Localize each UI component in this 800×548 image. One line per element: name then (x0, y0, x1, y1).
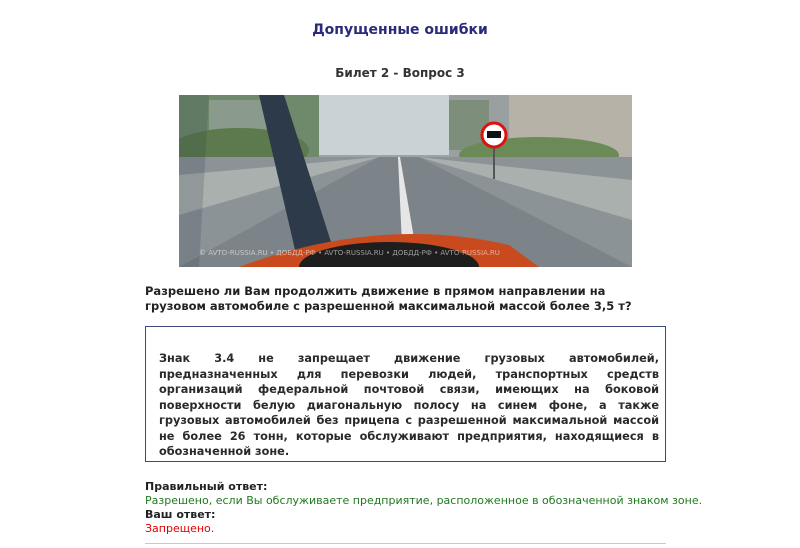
user-answer-value: Запрещено. (145, 522, 215, 535)
explanation-box (145, 326, 666, 462)
correct-answer-value: Разрешено, если Вы обслуживаете предприятие, расположенное в обозначенной знаком зоне. (145, 494, 703, 507)
question-text: Разрешено ли Вам продолжить движение в прямом направлении на грузовом автомобиле с разрешенной максимальной массой более 3,5 т? (145, 284, 632, 313)
image-watermark: © AVTO-RUSSIA.RU • ДОБДД-РФ • AVTO-RUSSIA.RU • ДОБДД-РФ • AVTO-RUSSIA.RU (199, 249, 500, 257)
page-title: Допущенные ошибки (312, 22, 488, 38)
explanation-text: Знак 3.4 не запрещает движение грузовых автомобилей, предназначенных для перевозки людей, транспортных средств организаций федеральной почтовой связи, имеющих на боковой поверхности белую диагональную полосу на синем фоне, а также грузовых автомобилей без прицепа с разрешенной максимальной массой не более 26 тонн, которые обслуживают предприятия, находящиеся в обозначенной зоне. (159, 352, 659, 458)
user-answer-label: Ваш ответ: (145, 508, 216, 521)
divider (145, 543, 666, 544)
ticket-title: Билет 2 - Вопрос 3 (335, 66, 465, 80)
answers-block (145, 480, 705, 536)
correct-answer-label: Правильный ответ: (145, 480, 268, 493)
question-image (179, 95, 632, 267)
